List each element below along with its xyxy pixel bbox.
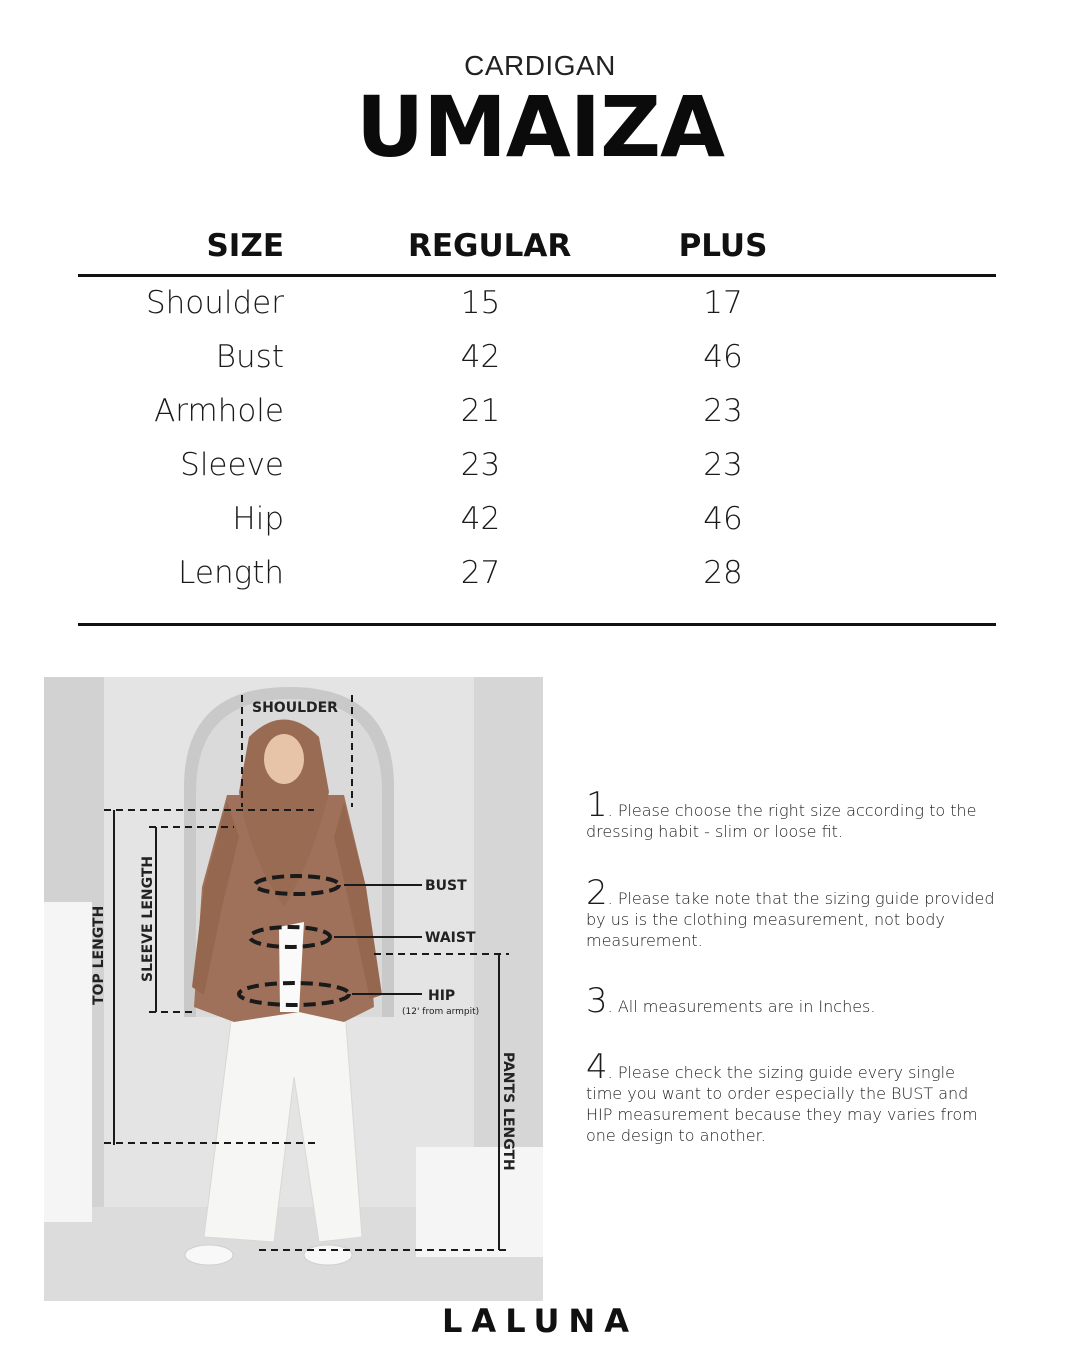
regular-value: 42 [460, 339, 501, 375]
size-table [78, 224, 996, 626]
note-text: . Please choose the right size according to the dressing habit - slim or loose fit. [586, 801, 977, 841]
shoe-left [185, 1245, 233, 1265]
note-number: 3 [586, 981, 608, 1021]
bust-label: BUST [425, 878, 467, 894]
row-label: Armhole [154, 393, 284, 429]
waist-label: WAIST [425, 930, 476, 946]
table-row [78, 501, 996, 555]
note-number: 2 [586, 873, 608, 913]
pedestal-left [44, 902, 92, 1222]
plus-value: 23 [703, 393, 743, 429]
note-text: . Please check the sizing guide every single time you want to order especially the BUST and HIP measurement because they may varies from one design to another. [586, 1063, 978, 1145]
note-number: 4 [586, 1047, 608, 1087]
measurement-diagram-photo [44, 677, 543, 1301]
note-text: . All measurements are in Inches. [607, 997, 876, 1016]
note-item [586, 785, 996, 842]
note-number: 1 [586, 785, 608, 825]
table-row [78, 555, 996, 609]
regular-value: 23 [460, 447, 501, 483]
brand-logo: LALUNA [442, 1302, 638, 1340]
note-item [586, 981, 996, 1021]
row-label: Hip [232, 501, 284, 537]
product-title: UMAIZA [356, 78, 724, 176]
shoulder-label: SHOULDER [252, 700, 338, 716]
row-label: Sleeve [180, 447, 284, 483]
pedestal-right [416, 1147, 543, 1257]
table-row [78, 285, 996, 339]
note-text: . Please take note that the sizing guide provided by us is the clothing measurement, not body measurement. [586, 889, 995, 950]
pants-length-label: PANTS LENGTH [500, 1052, 516, 1171]
column-header-regular: REGULAR [408, 228, 572, 264]
table-row [78, 339, 996, 393]
plus-value: 17 [703, 285, 743, 321]
table-row [78, 393, 996, 447]
plus-value: 23 [703, 447, 743, 483]
hip-label: HIP [428, 988, 456, 1004]
regular-value: 21 [460, 393, 501, 429]
plus-value: 46 [703, 501, 743, 537]
column-header-plus: PLUS [678, 228, 768, 264]
regular-value: 27 [460, 555, 501, 591]
row-label: Bust [215, 339, 284, 375]
hip-note-label: (12' from armpit) [402, 1007, 480, 1017]
row-label: Length [178, 555, 284, 591]
row-label: Shoulder [145, 285, 284, 321]
note-item [586, 1047, 996, 1146]
top-length-label: TOP LENGTH [91, 905, 107, 1005]
plus-value: 46 [703, 339, 743, 375]
product-subtitle: CARDIGAN [464, 50, 616, 81]
sleeve-length-label: SLEEVE LENGTH [140, 855, 156, 982]
shoe-right [304, 1245, 352, 1265]
regular-value: 15 [460, 285, 501, 321]
column-header-size: SIZE [206, 228, 284, 264]
table-row [78, 447, 996, 501]
note-item [586, 873, 996, 951]
face [264, 734, 304, 784]
plus-value: 28 [703, 555, 743, 591]
regular-value: 42 [460, 501, 501, 537]
size-table-body [78, 277, 996, 626]
size-table-header [78, 224, 996, 277]
measurement-diagram [44, 677, 543, 1301]
